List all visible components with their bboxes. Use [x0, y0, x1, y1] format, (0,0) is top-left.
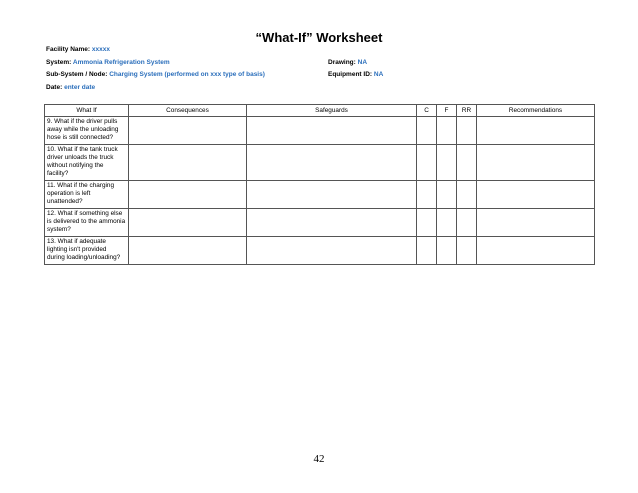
recommendations-cell[interactable] [477, 117, 595, 145]
header-f: F [437, 105, 457, 117]
facility-label: Facility Name: [46, 46, 91, 53]
f-cell[interactable] [437, 117, 457, 145]
safeguards-cell[interactable] [247, 209, 417, 237]
consequences-cell[interactable] [129, 209, 247, 237]
consequences-cell[interactable] [129, 145, 247, 181]
table-row [45, 237, 595, 265]
date-row [46, 84, 95, 91]
rr-cell[interactable] [457, 237, 477, 265]
c-cell[interactable] [417, 117, 437, 145]
page-number: 42 [313, 453, 325, 465]
header-c: C [417, 105, 437, 117]
consequences-cell[interactable] [129, 237, 247, 265]
table-row [45, 145, 595, 181]
subsystem-row [46, 71, 265, 78]
drawing-row [328, 59, 367, 66]
header-safeguards: Safeguards [247, 105, 417, 117]
what-if-cell: 10. What if the tank truck driver unloads the truck without notifying the facility? [45, 145, 129, 181]
table-header-row [45, 105, 595, 117]
subsystem-value: Charging System (performed on xxx type of basis) [109, 71, 265, 78]
rr-cell[interactable] [457, 117, 477, 145]
what-if-cell: 11. What if the charging operation is left unattended? [45, 181, 129, 209]
recommendations-cell[interactable] [477, 209, 595, 237]
system-label: System: [46, 59, 72, 66]
subsystem-label: Sub-System / Node: [46, 71, 108, 78]
recommendations-cell[interactable] [477, 145, 595, 181]
recommendations-cell[interactable] [477, 181, 595, 209]
header-consequences: Consequences [129, 105, 247, 117]
consequences-cell[interactable] [129, 181, 247, 209]
rr-cell[interactable] [457, 145, 477, 181]
header-what-if: What If [45, 105, 129, 117]
rr-cell[interactable] [457, 209, 477, 237]
what-if-table [44, 104, 595, 265]
date-label: Date: [46, 84, 63, 91]
equipment-label: Equipment ID: [328, 71, 373, 78]
what-if-cell: 12. What if something else is delivered to the ammonia system? [45, 209, 129, 237]
table-row [45, 117, 595, 145]
f-cell[interactable] [437, 145, 457, 181]
drawing-label: Drawing: [328, 59, 356, 66]
f-cell[interactable] [437, 209, 457, 237]
recommendations-cell[interactable] [477, 237, 595, 265]
safeguards-cell[interactable] [247, 117, 417, 145]
c-cell[interactable] [417, 181, 437, 209]
drawing-value: NA [357, 59, 368, 66]
safeguards-cell[interactable] [247, 237, 417, 265]
facility-row [46, 46, 110, 53]
facility-value: xxxxx [91, 46, 110, 53]
consequences-cell[interactable] [129, 117, 247, 145]
system-value: Ammonia Refrigeration System [72, 59, 170, 66]
page-title: “What-If” Worksheet [255, 30, 383, 45]
what-if-cell: 13. What if adequate lighting isn't provided during loading/unloading? [45, 237, 129, 265]
rr-cell[interactable] [457, 181, 477, 209]
c-cell[interactable] [417, 209, 437, 237]
c-cell[interactable] [417, 145, 437, 181]
equipment-value: NA [373, 71, 384, 78]
table-row [45, 181, 595, 209]
table-row [45, 209, 595, 237]
header-recommendations: Recommendations [477, 105, 595, 117]
date-value: enter date [64, 84, 96, 91]
header-rr: RR [457, 105, 477, 117]
equipment-row [328, 71, 383, 78]
f-cell[interactable] [437, 181, 457, 209]
f-cell[interactable] [437, 237, 457, 265]
what-if-cell: 9. What if the driver pulls away while the unloading hose is still connected? [45, 117, 129, 145]
system-row [46, 59, 170, 66]
c-cell[interactable] [417, 237, 437, 265]
safeguards-cell[interactable] [247, 181, 417, 209]
safeguards-cell[interactable] [247, 145, 417, 181]
